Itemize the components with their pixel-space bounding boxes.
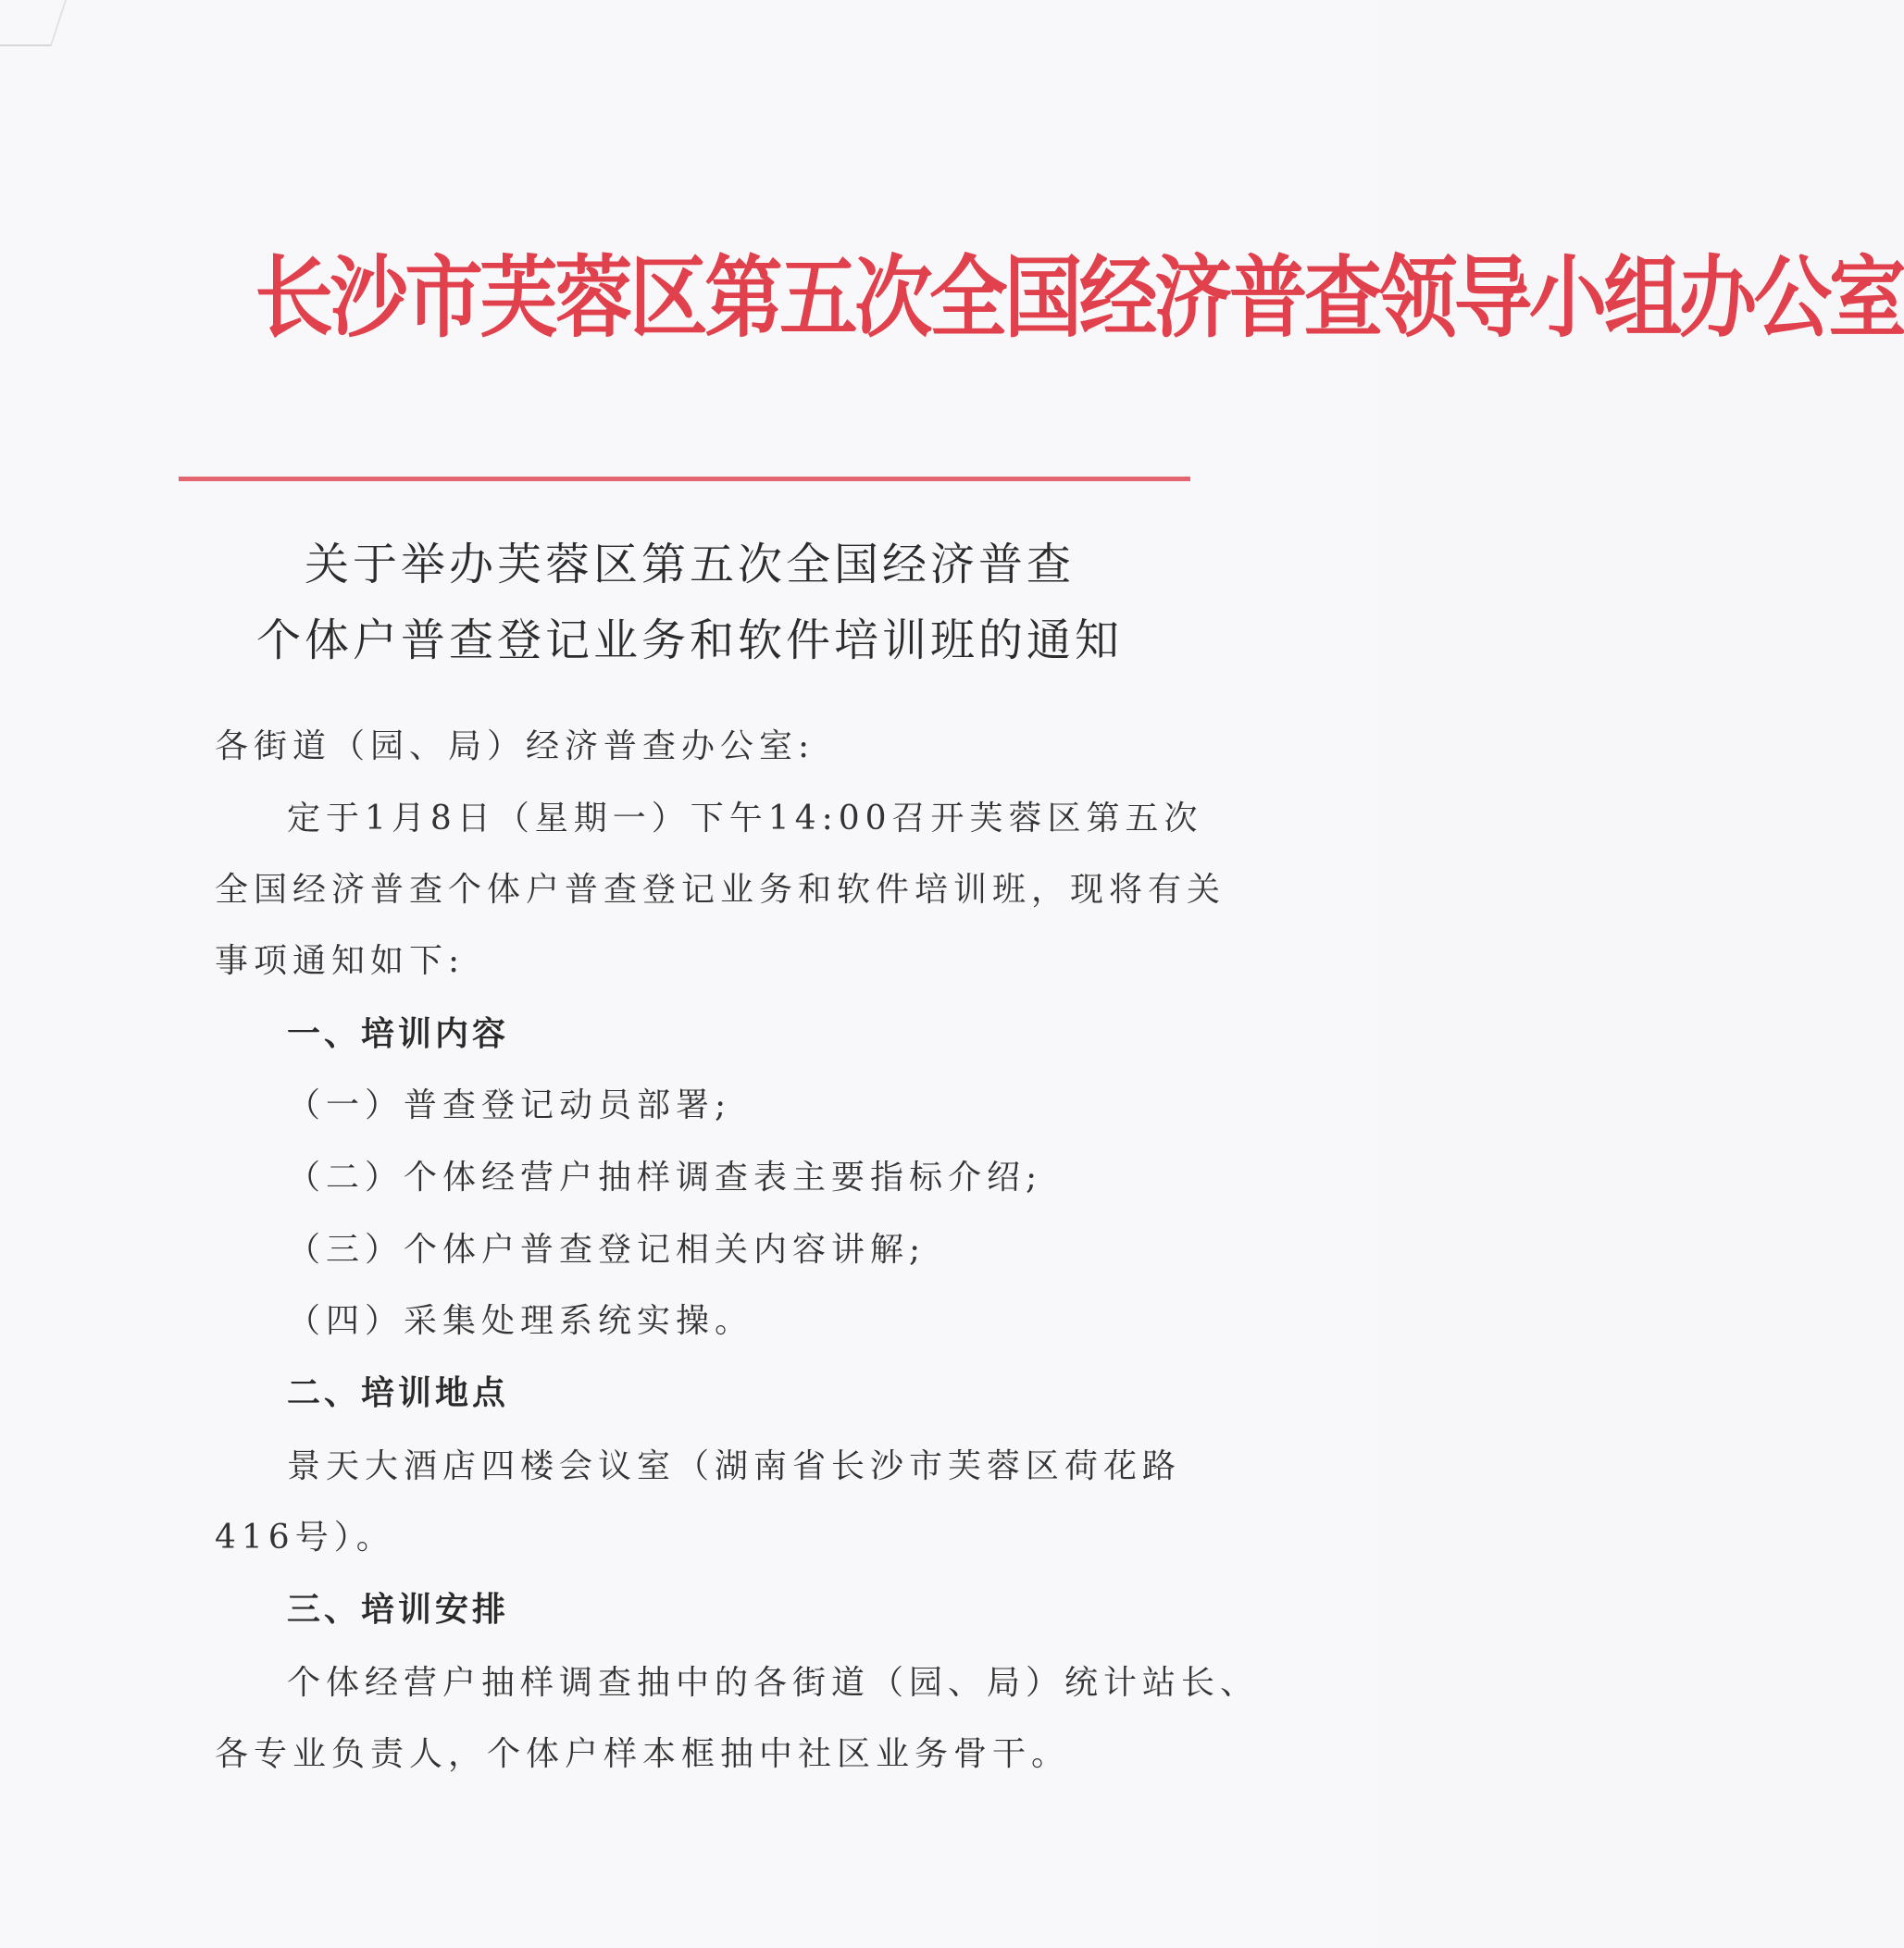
scan-corner-mark — [0, 0, 67, 46]
section-2-line-2: 416号）。 — [215, 1519, 395, 1557]
section-3-heading: 三、培训安排 — [287, 1591, 510, 1629]
red-divider-line — [179, 477, 1190, 481]
section-3-line-1: 个体经营户抽样调查抽中的各街道（园、局）统计站长、 — [287, 1664, 1260, 1702]
section-1-heading: 一、培训内容 — [287, 1015, 510, 1053]
intro-line-3: 事项通知如下: — [215, 942, 466, 980]
section-2-heading: 二、培训地点 — [287, 1374, 510, 1412]
document-title-line-2: 个体户普查登记业务和软件培训班的通知 — [255, 614, 1123, 666]
intro-line-1: 定于1月8日（星期一）下午14:00召开芙蓉区第五次 — [287, 800, 1203, 838]
section-1-item: （一）普查登记动员部署; — [287, 1086, 732, 1124]
section-2-line-1: 景天大酒店四楼会议室（湖南省长沙市芙蓉区荷花路 — [287, 1447, 1182, 1485]
section-1-item: （四）采集处理系统实操。 — [287, 1302, 754, 1340]
intro-line-2: 全国经济普查个体户普查登记业务和软件培训班，现将有关 — [215, 871, 1226, 909]
organization-header: 长沙市芙蓉区第五次全国经济普查领导小组办公室 — [255, 246, 1904, 350]
document-title-line-1: 关于举办芙蓉区第五次全国经济普查 — [304, 539, 1075, 590]
section-1-item: （三）个体户普查登记相关内容讲解; — [287, 1231, 927, 1269]
section-3-line-2: 各专业负责人，个体户样本框抽中社区业务骨干。 — [215, 1735, 1071, 1773]
section-1-item: （二）个体经营户抽样调查表主要指标介绍; — [287, 1159, 1043, 1197]
salutation: 各街道（园、局）经济普查办公室: — [215, 727, 815, 765]
